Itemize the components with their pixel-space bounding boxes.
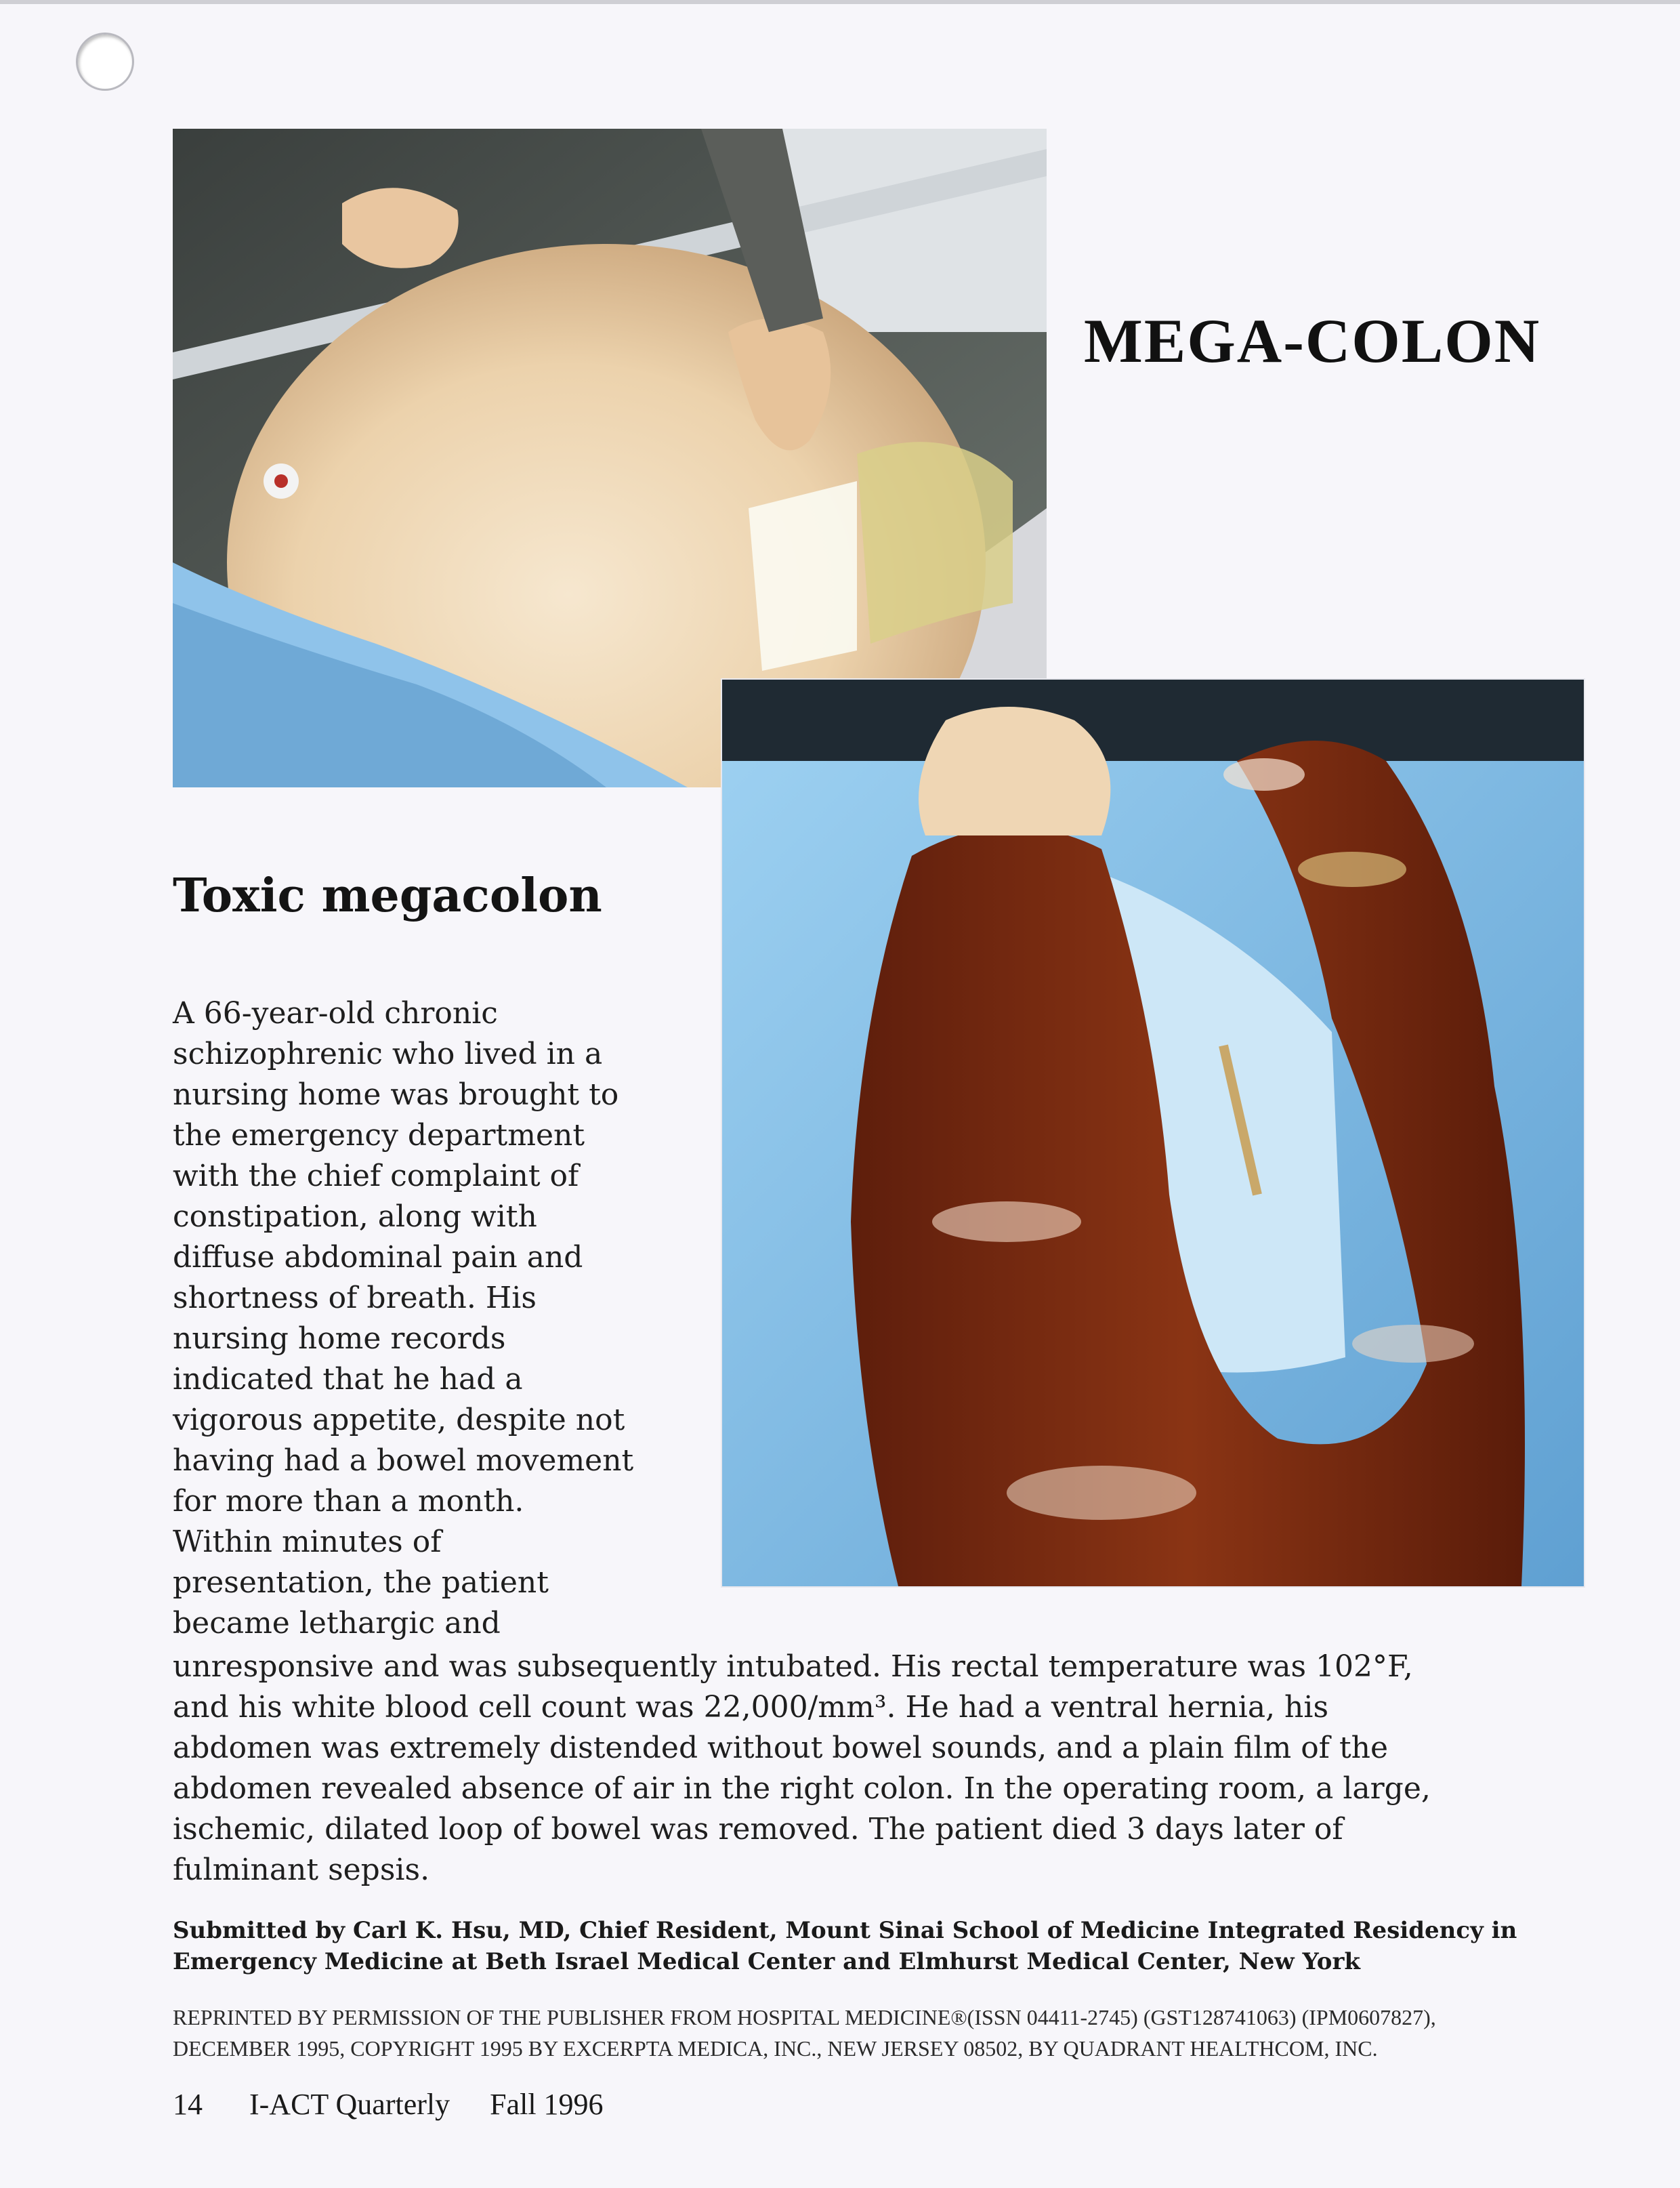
reprint-line: DECEMBER 1995, COPYRIGHT 1995 BY EXCERPTA MEDICA, INC., NEW JERSEY 08502, BY QUADRANT HEALTHCOM, INC. bbox=[173, 2036, 1378, 2061]
body-line: indicated that he had a bbox=[173, 1362, 523, 1397]
body-line: Within minutes of bbox=[173, 1525, 442, 1559]
body-line: abdomen was extremely distended without bowel sounds, and a plain film of the bbox=[173, 1731, 1389, 1765]
body-line: abdomen revealed absence of air in the right colon. In the operating room, a large, bbox=[173, 1771, 1431, 1806]
body-line: nursing home records bbox=[173, 1321, 506, 1356]
issue-date: Fall 1996 bbox=[490, 2088, 604, 2121]
reprint-permission-notice bbox=[173, 2002, 1616, 2064]
page-number: 14 bbox=[173, 2088, 203, 2121]
page-footer bbox=[173, 2087, 604, 2122]
body-line: fulminant sepsis. bbox=[173, 1853, 430, 1887]
body-line: having had a bowel movement bbox=[173, 1443, 634, 1478]
body-line: ischemic, dilated loop of bowel was removed. The patient died 3 days later of bbox=[173, 1812, 1343, 1846]
publication-name: I-ACT Quarterly bbox=[249, 2088, 450, 2121]
body-line: the emergency department bbox=[173, 1118, 585, 1153]
body-line: vigorous appetite, despite not bbox=[173, 1403, 625, 1437]
body-line: for more than a month. bbox=[173, 1484, 524, 1519]
body-line: became lethargic and bbox=[173, 1606, 501, 1640]
submitted-by-credit bbox=[173, 1915, 1595, 1977]
colon-photo-illustration bbox=[722, 680, 1584, 1586]
photo-resected-colon bbox=[722, 680, 1584, 1586]
page-top-edge bbox=[0, 0, 1680, 4]
body-line: nursing home was brought to bbox=[173, 1077, 619, 1112]
binder-punch-hole bbox=[76, 33, 134, 91]
case-description-narrow bbox=[173, 993, 708, 1644]
body-line: A 66-year-old chronic bbox=[173, 996, 498, 1031]
body-line: and his white blood cell count was 22,000/mm³. He had a ventral hernia, his bbox=[173, 1690, 1329, 1725]
case-description-wide bbox=[173, 1647, 1589, 1891]
reprint-line: REPRINTED BY PERMISSION OF THE PUBLISHER FROM HOSPITAL MEDICINE®(ISSN 04411-2745) (GST128741063) (IPM0607827), bbox=[173, 2005, 1436, 2029]
credit-line: Emergency Medicine at Beth Israel Medical Center and Elmhurst Medical Center, New York bbox=[173, 1948, 1360, 1975]
body-line: diffuse abdominal pain and bbox=[173, 1240, 583, 1275]
body-line: presentation, the patient bbox=[173, 1565, 549, 1600]
body-line: constipation, along with bbox=[173, 1199, 537, 1234]
body-line: with the chief complaint of bbox=[173, 1159, 579, 1193]
section-heading: Toxic megacolon bbox=[173, 869, 602, 923]
body-line: unresponsive and was subsequently intubated. His rectal temperature was 102°F, bbox=[173, 1649, 1413, 1684]
body-line: schizophrenic who lived in a bbox=[173, 1037, 603, 1071]
article-title: MEGA-COLON bbox=[1084, 306, 1541, 375]
body-line: shortness of breath. His bbox=[173, 1281, 537, 1315]
credit-line: Submitted by Carl K. Hsu, MD, Chief Resident, Mount Sinai School of Medicine Integrated Residency in bbox=[173, 1917, 1517, 1944]
